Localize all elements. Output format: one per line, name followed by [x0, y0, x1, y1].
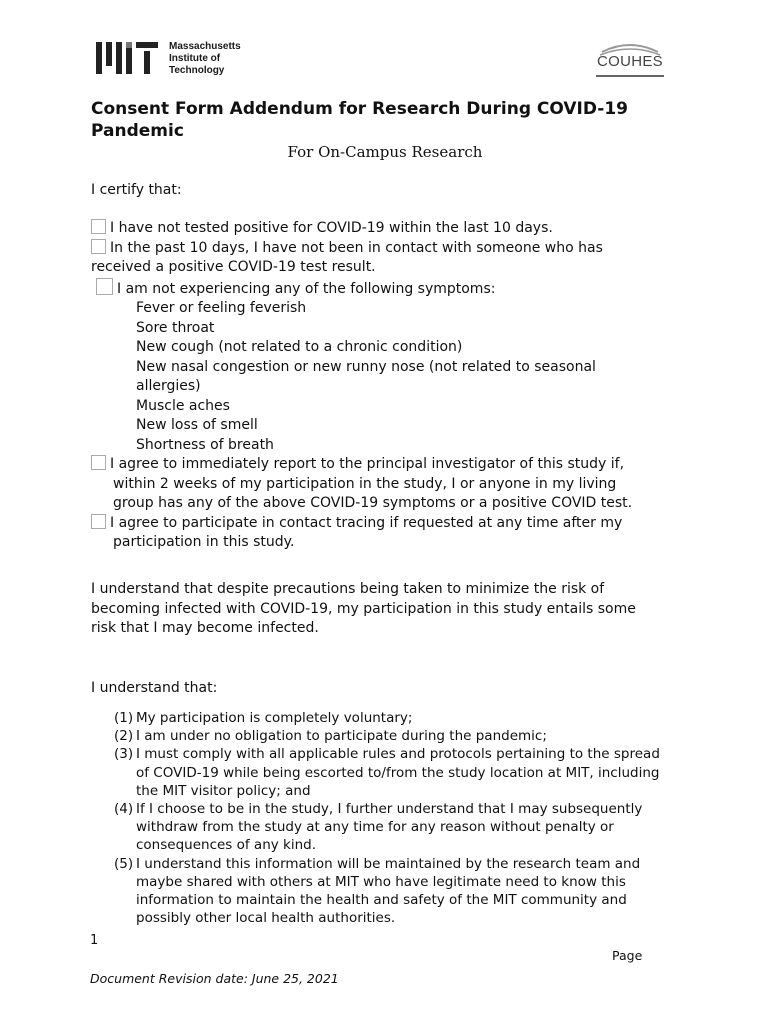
understand-list	[114, 709, 674, 927]
symptom-item: New cough (not related to a chronic condition)	[136, 339, 463, 355]
symptom-item: Shortness of breath	[136, 436, 274, 453]
institution-name: Massachusetts Institute of Technology	[169, 41, 241, 76]
checklist-item-report-cont: within 2 weeks of my participation in the study, I or anyone in my living	[113, 475, 617, 492]
list-item: (2) I am under no obligation to participate during the pandemic;	[114, 728, 547, 745]
mit-logo	[96, 40, 158, 76]
list-item: (5) I understand this information will be maintained by the research team and maybe shared with others at MIT who have legitimate need to know this information to maintain the health and safety of the MIT community and possibly other local health authorities.	[114, 855, 641, 927]
checkbox-no-contact[interactable]	[91, 239, 106, 254]
page-label: Page	[612, 948, 643, 963]
revision-date: Document Revision date: June 25, 2021	[90, 971, 339, 986]
checklist-item-report-cont: group has any of the above COVID-19 symptoms or a positive COVID test.	[113, 495, 633, 511]
page-number: 1	[90, 933, 99, 948]
checklist-item-report: I agree to immediately report to the principal investigator of this study if,	[91, 455, 711, 475]
checkbox-no-symptoms[interactable]	[96, 278, 113, 295]
risk-paragraph: I understand that despite precautions being taken to minimize the risk of becoming infected with COVID-19, my participation in this study entails some risk that I may become infected.	[91, 581, 636, 636]
symptom-item: New loss of smell	[136, 417, 258, 433]
understand-intro: I understand that:	[91, 680, 218, 696]
document-subtitle: For On-Campus Research	[287, 143, 483, 161]
checkbox-agree-report[interactable]	[91, 455, 106, 470]
checklist-item-tracing: I agree to participate in contact tracing if requested at any time after my	[91, 514, 711, 534]
checklist-item-tested: I have not tested positive for COVID-19 within the last 10 days.	[91, 219, 711, 239]
symptom-item: Sore throat	[136, 319, 215, 336]
checkbox-agree-tracing[interactable]	[91, 514, 106, 529]
list-item: (1) My participation is completely voluntary;	[114, 710, 413, 726]
certify-intro: I certify that:	[91, 182, 182, 198]
symptom-item: Muscle aches	[136, 397, 230, 414]
symptom-item: allergies)	[136, 378, 201, 394]
certify-checklist	[91, 219, 711, 553]
symptom-item: New nasal congestion or new runny nose (not related to seasonal	[136, 358, 596, 375]
checklist-item-symptoms: I am not experiencing any of the following symptoms:	[91, 278, 711, 300]
list-item: (3) I must comply with all applicable rules and protocols pertaining to the spread of COVID-19 while being escorted to/from the study location at MIT, including the MIT visitor policy; and	[114, 746, 660, 799]
document-title: Consent Form Addendum for Research During COVID-19 Pandemic	[91, 99, 629, 141]
checklist-item-tracing-cont: participation in this study.	[113, 534, 295, 550]
symptom-item: Fever or feeling feverish	[136, 300, 307, 316]
checklist-item-contact: In the past 10 days, I have not been in contact with someone who has	[91, 239, 711, 259]
couhes-logo-text: COUHES	[597, 53, 663, 70]
checklist-item-contact-cont: received a positive COVID-19 test result.	[91, 259, 376, 275]
checkbox-not-tested-positive[interactable]	[91, 219, 106, 234]
list-item: (4) If I choose to be in the study, I further understand that I may subsequently withdraw from the study at any time for any reason without penalty or consequences of any kind.	[114, 801, 643, 854]
